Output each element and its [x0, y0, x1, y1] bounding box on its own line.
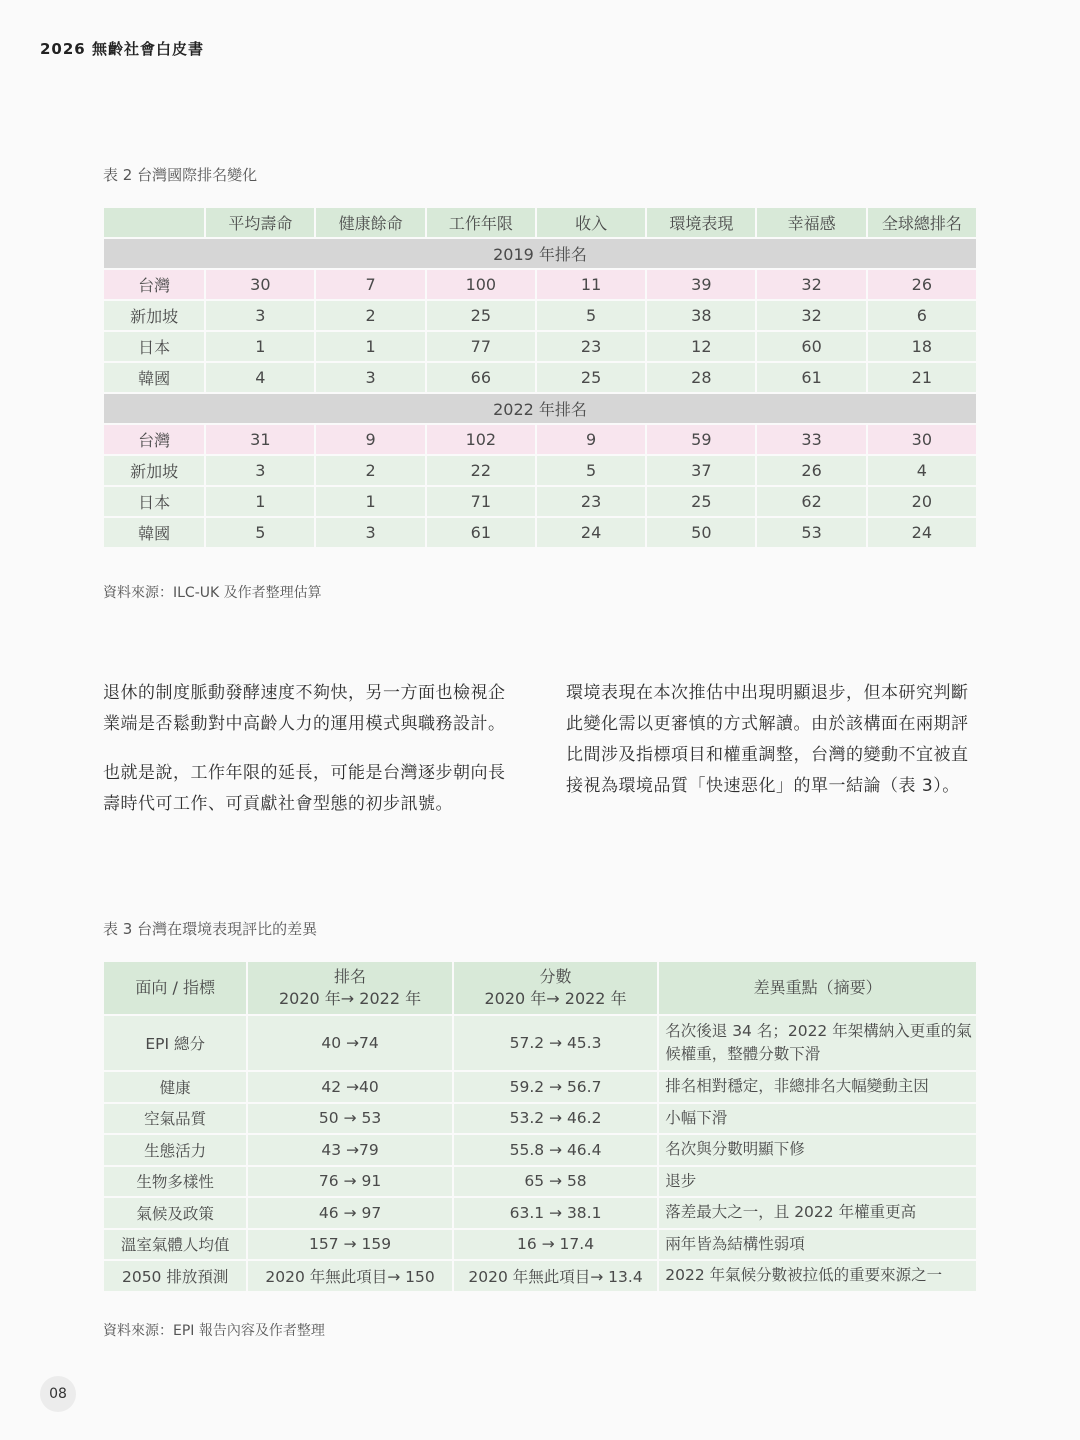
table3-cell-dimension: 健康: [104, 1072, 246, 1102]
table2-cell: 3: [316, 363, 424, 392]
table3-cell-rank: 42 →40: [248, 1072, 451, 1102]
table2-cell: 61: [757, 363, 865, 392]
table3-row: [104, 1135, 976, 1165]
table2-cell: 24: [868, 518, 976, 547]
table2-section-title: 2019 年排名: [104, 239, 976, 268]
table3-cell-rank: 46 → 97: [248, 1198, 451, 1228]
table2-cell: 59: [647, 425, 755, 454]
table3-header-summary: 差異重點（摘要）: [659, 962, 976, 1014]
table2-cell: 22: [427, 456, 535, 485]
table2-cell: 2: [316, 301, 424, 330]
body-left-paragraph-1: 退休的制度脈動發酵速度不夠快，另一方面也檢視企業端是否鬆動對中高齡人力的運用模式與職務設計。: [103, 683, 506, 734]
table3-cell-dimension: 生態活力: [104, 1135, 246, 1165]
table2-row: [104, 270, 976, 299]
table3-cell-score: 2020 年無此項目→ 13.4: [454, 1261, 657, 1291]
table2-cell: 新加坡: [104, 456, 204, 485]
table3-header-score: [454, 962, 657, 1014]
table2-cell: 25: [537, 363, 645, 392]
table2-cell: 台灣: [104, 270, 204, 299]
table3-header-rank-label: 排名: [334, 966, 367, 986]
table2-row: [104, 425, 976, 454]
table2-header-cell: 環境表現: [647, 208, 755, 237]
table3-cell-rank: 43 →79: [248, 1135, 451, 1165]
table2-cell: 25: [647, 487, 755, 516]
table2-cell: 31: [206, 425, 314, 454]
table3-cell-score: 57.2 → 45.3: [454, 1016, 657, 1070]
table3-cell-score: 53.2 → 46.2: [454, 1104, 657, 1134]
table2-cell: 23: [537, 487, 645, 516]
table3-cell-summary: 兩年皆為結構性弱項: [659, 1230, 976, 1260]
table2-row: [104, 301, 976, 330]
table2-cell: 3: [206, 301, 314, 330]
table3-cell-dimension: 溫室氣體人均值: [104, 1230, 246, 1260]
table2-header-cell: 幸福感: [757, 208, 865, 237]
table2-cell: 71: [427, 487, 535, 516]
table3-cell-summary: 落差最大之一，且 2022 年權重更高: [659, 1198, 976, 1228]
table2-row: [104, 363, 976, 392]
table3-environment-performance: [102, 960, 978, 1293]
table2-cell: 1: [316, 332, 424, 361]
table2-header-cell: 平均壽命: [206, 208, 314, 237]
table3-cell-summary: 2022 年氣候分數被拉低的重要來源之一: [659, 1261, 976, 1291]
table3-cell-score: 63.1 → 38.1: [454, 1198, 657, 1228]
table2-cell: 日本: [104, 487, 204, 516]
body-right-paragraph-1: 環境表現在本次推估中出現明顯退步，但本研究判斷此變化需以更審慎的方式解讀。由於該構面在兩期評比間涉及指標項目和權重調整，台灣的變動不宜被直接視為環境品質「快速惡化」的單一結論（表 3）。: [566, 683, 969, 796]
table2-source: 資料來源：ILC-UK 及作者整理估算: [103, 585, 322, 601]
table3-cell-rank: 50 → 53: [248, 1104, 451, 1134]
table2-cell: 5: [537, 301, 645, 330]
table2-caption: 表 2 台灣國際排名變化: [103, 166, 258, 184]
table3-header-score-years: 2020 年→ 2022 年: [484, 989, 627, 1008]
table2-row: [104, 487, 976, 516]
table3-cell-dimension: 氣候及政策: [104, 1198, 246, 1228]
table3-row: [104, 1104, 976, 1134]
table2-cell: 33: [757, 425, 865, 454]
table2-header-cell: 全球總排名: [868, 208, 976, 237]
table2-cell: 2: [316, 456, 424, 485]
table3-cell-dimension: 生物多樣性: [104, 1167, 246, 1197]
table2-cell: 77: [427, 332, 535, 361]
table3-cell-summary: 名次後退 34 名；2022 年架構納入更重的氣候權重，整體分數下滑: [659, 1016, 976, 1070]
table3-cell-summary: 退步: [659, 1167, 976, 1197]
table2-cell: 26: [868, 270, 976, 299]
table3-cell-rank: 40 →74: [248, 1016, 451, 1070]
table2-cell: 9: [316, 425, 424, 454]
table2-cell: 100: [427, 270, 535, 299]
table2-cell: 32: [757, 270, 865, 299]
table3-row: [104, 1167, 976, 1197]
page-number: 08: [40, 1376, 76, 1412]
table3-cell-dimension: 2050 排放預測: [104, 1261, 246, 1291]
table3-header-rank: [248, 962, 451, 1014]
table3-cell-rank: 2020 年無此項目→ 150: [248, 1261, 451, 1291]
table2-row: [104, 518, 976, 547]
table3-header-row: [104, 962, 976, 1014]
table2-cell: 1: [206, 332, 314, 361]
table3-cell-summary: 名次與分數明顯下修: [659, 1135, 976, 1165]
table2-section-title: 2022 年排名: [104, 394, 976, 423]
table2-cell: 台灣: [104, 425, 204, 454]
table3-header-dimension: 面向 / 指標: [104, 962, 246, 1014]
table2-cell: 7: [316, 270, 424, 299]
document-header-title: 2026 無齡社會白皮書: [40, 40, 204, 58]
table2-cell: 26: [757, 456, 865, 485]
table2-cell: 30: [868, 425, 976, 454]
table3-caption: 表 3 台灣在環境表現評比的差異: [103, 920, 318, 938]
table2-cell: 5: [537, 456, 645, 485]
table2-section-row: [104, 239, 976, 268]
table2-cell: 18: [868, 332, 976, 361]
body-left-paragraph-2: 也就是說，工作年限的延長，可能是台灣逐步朝向長壽時代可工作、可貢獻社會型態的初步訊號。: [103, 763, 506, 814]
table2-cell: 28: [647, 363, 755, 392]
table2-cell: 新加坡: [104, 301, 204, 330]
table2-cell: 韓國: [104, 363, 204, 392]
table2-cell: 66: [427, 363, 535, 392]
table3-cell-rank: 157 → 159: [248, 1230, 451, 1260]
table2-cell: 4: [868, 456, 976, 485]
table2-cell: 60: [757, 332, 865, 361]
table3-row: [104, 1261, 976, 1291]
table3-cell-score: 16 → 17.4: [454, 1230, 657, 1260]
table2-cell: 日本: [104, 332, 204, 361]
table2-cell: 1: [316, 487, 424, 516]
table2-cell: 38: [647, 301, 755, 330]
table3-cell-summary: 排名相對穩定，非總排名大幅變動主因: [659, 1072, 976, 1102]
table3-header-rank-years: 2020 年→ 2022 年: [279, 989, 422, 1008]
table3-cell-summary: 小幅下滑: [659, 1104, 976, 1134]
table2-cell: 37: [647, 456, 755, 485]
table2-header-cell: 健康餘命: [316, 208, 424, 237]
table2-cell: 24: [537, 518, 645, 547]
table3-cell-score: 55.8 → 46.4: [454, 1135, 657, 1165]
table2-cell: 12: [647, 332, 755, 361]
table2-header-cell: 工作年限: [427, 208, 535, 237]
table2-cell: 61: [427, 518, 535, 547]
table2-cell: 3: [206, 456, 314, 485]
table2-header-row: [104, 208, 976, 237]
table2-cell: 53: [757, 518, 865, 547]
table2-cell: 20: [868, 487, 976, 516]
table2-cell: 25: [427, 301, 535, 330]
table2-cell: 30: [206, 270, 314, 299]
table2-cell: 1: [206, 487, 314, 516]
table2-cell: 23: [537, 332, 645, 361]
table2-cell: 50: [647, 518, 755, 547]
table2-section-row: [104, 394, 976, 423]
table2-header-corner: [104, 208, 204, 237]
table3-cell-score: 65 → 58: [454, 1167, 657, 1197]
table3-cell-dimension: 空氣品質: [104, 1104, 246, 1134]
table2-cell: 39: [647, 270, 755, 299]
table2-cell: 韓國: [104, 518, 204, 547]
table2-row: [104, 332, 976, 361]
table3-cell-score: 59.2 → 56.7: [454, 1072, 657, 1102]
table2-cell: 9: [537, 425, 645, 454]
table2-cell: 32: [757, 301, 865, 330]
table2-cell: 102: [427, 425, 535, 454]
table2-cell: 62: [757, 487, 865, 516]
table2-cell: 3: [316, 518, 424, 547]
table2-cell: 5: [206, 518, 314, 547]
table3-row: [104, 1198, 976, 1228]
table2-cell: 4: [206, 363, 314, 392]
table2-header-cell: 收入: [537, 208, 645, 237]
table3-cell-dimension: EPI 總分: [104, 1016, 246, 1070]
table3-row: [104, 1072, 976, 1102]
table3-source: 資料來源：EPI 報告內容及作者整理: [103, 1323, 325, 1339]
table3-header-score-label: 分數: [539, 966, 572, 986]
table3-cell-rank: 76 → 91: [248, 1167, 451, 1197]
table2-row: [104, 456, 976, 485]
table2-cell: 11: [537, 270, 645, 299]
table2-international-rankings: [102, 206, 978, 549]
table2-cell: 6: [868, 301, 976, 330]
table2-cell: 21: [868, 363, 976, 392]
table3-row: [104, 1230, 976, 1260]
table3-row: [104, 1016, 976, 1070]
